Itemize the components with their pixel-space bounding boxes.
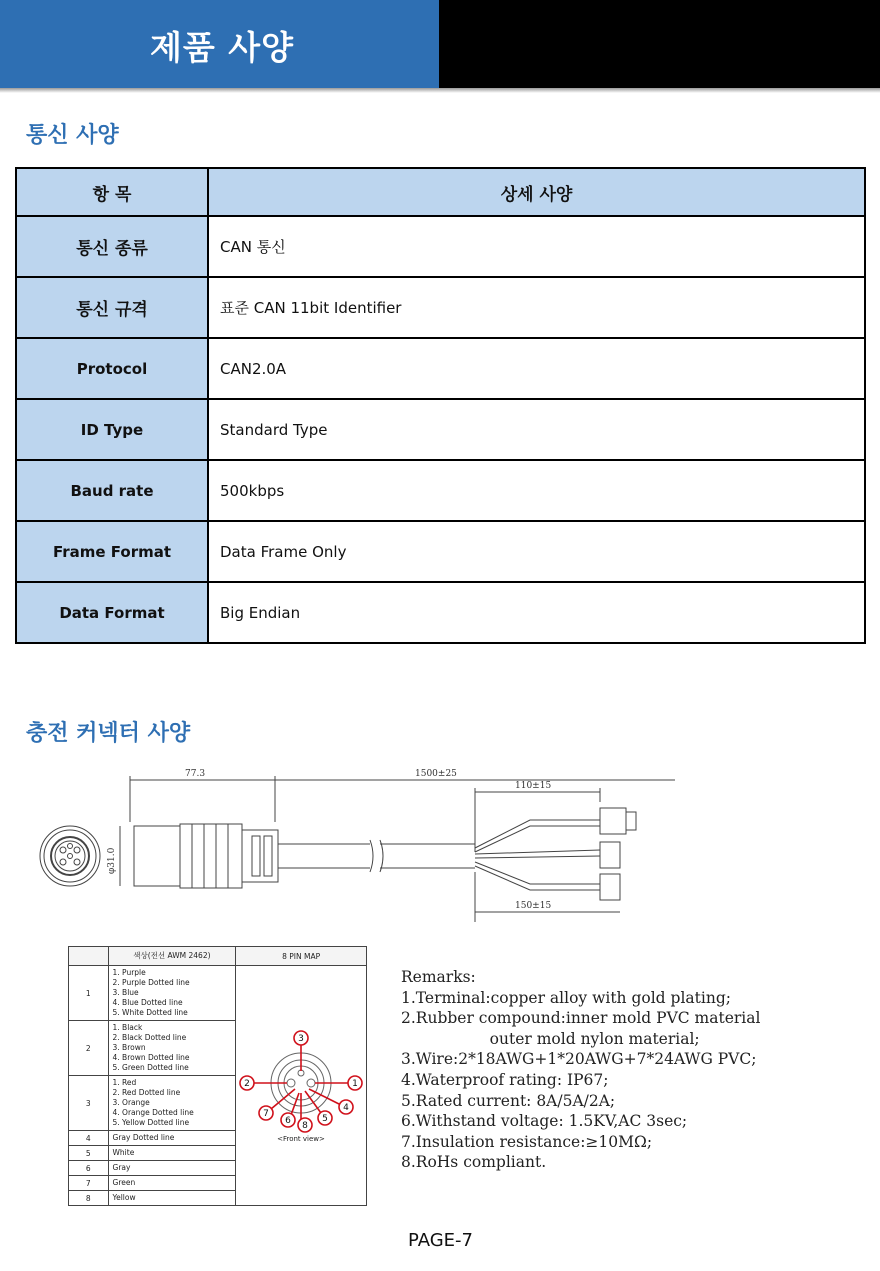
table-row <box>16 460 865 521</box>
table-row <box>16 216 865 277</box>
remarks-line: Remarks: <box>401 968 476 986</box>
connector-drawing <box>30 762 680 932</box>
table-row <box>16 399 865 460</box>
pin-label-2: 2 <box>244 1078 250 1089</box>
pin-no: 6 <box>69 1161 109 1176</box>
spec-value: 표준 CAN 11bit Identifier <box>208 277 865 338</box>
spec-value: Data Frame Only <box>208 521 865 582</box>
table-header-item: 항 목 <box>16 168 208 216</box>
pin-color-line: 1. Red <box>112 1078 137 1087</box>
connector-section-title: 충전 커넥터 사양 <box>26 721 191 746</box>
comm-spec-table <box>15 167 866 644</box>
spec-key: Protocol <box>16 338 208 399</box>
remarks-line: outer mold nylon material; <box>401 1029 700 1048</box>
page-title: 제품 사양 <box>150 28 295 67</box>
pin-no: 4 <box>69 1131 109 1146</box>
remarks-line: 6.Withstand voltage: 1.5KV,AC 3sec; <box>401 1112 688 1131</box>
spec-value: Standard Type <box>208 399 865 460</box>
pin-color-line: 4. Orange Dotted line <box>112 1108 194 1117</box>
pin-label-3: 3 <box>298 1033 304 1044</box>
header-shadow <box>0 88 880 93</box>
pin-color-line: 4. Brown Dotted line <box>112 1053 190 1062</box>
pin-color-line: 1. Purple <box>112 968 146 977</box>
pin-no: 3 <box>69 1076 109 1131</box>
header-black-band <box>439 0 880 88</box>
pin-header-map: 8 PIN MAP <box>236 947 367 966</box>
remarks-line: 7.Insulation resistance:≥10MΩ; <box>401 1132 653 1151</box>
pin-colors: Yellow <box>108 1191 236 1206</box>
pin-no: 5 <box>69 1146 109 1161</box>
pin-no: 8 <box>69 1191 109 1206</box>
spec-key: 통신 종류 <box>16 216 208 277</box>
pin-color-line: 3. Blue <box>112 988 139 997</box>
spec-key: Frame Format <box>16 521 208 582</box>
spec-key: Data Format <box>16 582 208 643</box>
pin-map-cell <box>236 966 367 1206</box>
pin-color-line: 4. Blue Dotted line <box>112 998 183 1007</box>
pin-colors: Gray Dotted line <box>108 1131 236 1146</box>
table-header-detail: 상세 사양 <box>208 168 865 216</box>
remarks-line: 4.Waterproof rating: IP67; <box>401 1070 609 1089</box>
pin-colors <box>108 1021 236 1076</box>
remarks-line: 3.Wire:2*18AWG+1*20AWG+7*24AWG PVC; <box>401 1050 757 1069</box>
pin-color-line: 5. Yellow Dotted line <box>112 1118 190 1127</box>
table-row <box>16 277 865 338</box>
spec-value: Big Endian <box>208 582 865 643</box>
pin-no: 7 <box>69 1176 109 1191</box>
spec-value: CAN 통신 <box>208 216 865 277</box>
table-row <box>69 966 367 1021</box>
remarks-line: 2.Rubber compound:inner mold PVC material <box>401 1009 761 1028</box>
pin-color-line: 2. Purple Dotted line <box>112 978 190 987</box>
pin-header-color: 색상(전선 AWM 2462) <box>108 947 236 966</box>
dim-diameter-label: φ31.0 <box>107 847 117 874</box>
pin-label-8: 8 <box>302 1120 308 1131</box>
pin-color-line: 3. Brown <box>112 1043 146 1052</box>
dim-77-label: 77.3 <box>185 769 206 779</box>
front-view-caption: <Front view> <box>277 1134 325 1143</box>
table-row <box>16 338 865 399</box>
pin-label-4: 4 <box>343 1102 349 1113</box>
pin-colors: White <box>108 1146 236 1161</box>
remarks-line: 5.Rated current: 8A/5A/2A; <box>401 1091 616 1110</box>
pin-color-table <box>68 946 367 1206</box>
pin-colors: Green <box>108 1176 236 1191</box>
remarks-line: 1.Terminal:copper alloy with gold plating; <box>401 988 731 1007</box>
spec-key: ID Type <box>16 399 208 460</box>
pin-color-line: 2. Black Dotted line <box>112 1033 187 1042</box>
comm-section-title: 통신 사양 <box>26 123 119 148</box>
pin-map-diagram <box>237 1025 365 1145</box>
pin-label-5: 5 <box>322 1113 328 1124</box>
pin-color-line: 5. Green Dotted line <box>112 1063 189 1072</box>
pin-colors: Gray <box>108 1161 236 1176</box>
spec-value: CAN2.0A <box>208 338 865 399</box>
table-row <box>16 582 865 643</box>
pin-header-blank <box>69 947 109 966</box>
remarks-line: 8.RoHs compliant. <box>401 1153 547 1172</box>
connector-front-view <box>40 826 100 886</box>
pin-color-line: 3. Orange <box>112 1098 150 1107</box>
spec-key: 통신 규격 <box>16 277 208 338</box>
table-header-row <box>16 168 865 216</box>
dim-1500-label: 1500±25 <box>415 769 457 779</box>
page-number: PAGE-7 <box>408 1230 473 1251</box>
pin-label-1: 1 <box>352 1078 358 1089</box>
pin-color-line: 2. Red Dotted line <box>112 1088 181 1097</box>
pin-table-header <box>69 947 367 966</box>
pin-no: 1 <box>69 966 109 1021</box>
pin-label-6: 6 <box>285 1115 291 1126</box>
spec-key: Baud rate <box>16 460 208 521</box>
table-row <box>16 521 865 582</box>
pin-color-line: 1. Black <box>112 1023 143 1032</box>
pin-color-line: 5. White Dotted line <box>112 1008 188 1017</box>
pin-no: 2 <box>69 1021 109 1076</box>
dim-150-label: 150±15 <box>515 901 552 911</box>
pin-colors <box>108 1076 236 1131</box>
pin-colors <box>108 966 236 1021</box>
pin-label-7: 7 <box>263 1108 269 1119</box>
spec-value: 500kbps <box>208 460 865 521</box>
dim-110-label: 110±15 <box>515 781 552 791</box>
remarks-block <box>401 967 831 1173</box>
